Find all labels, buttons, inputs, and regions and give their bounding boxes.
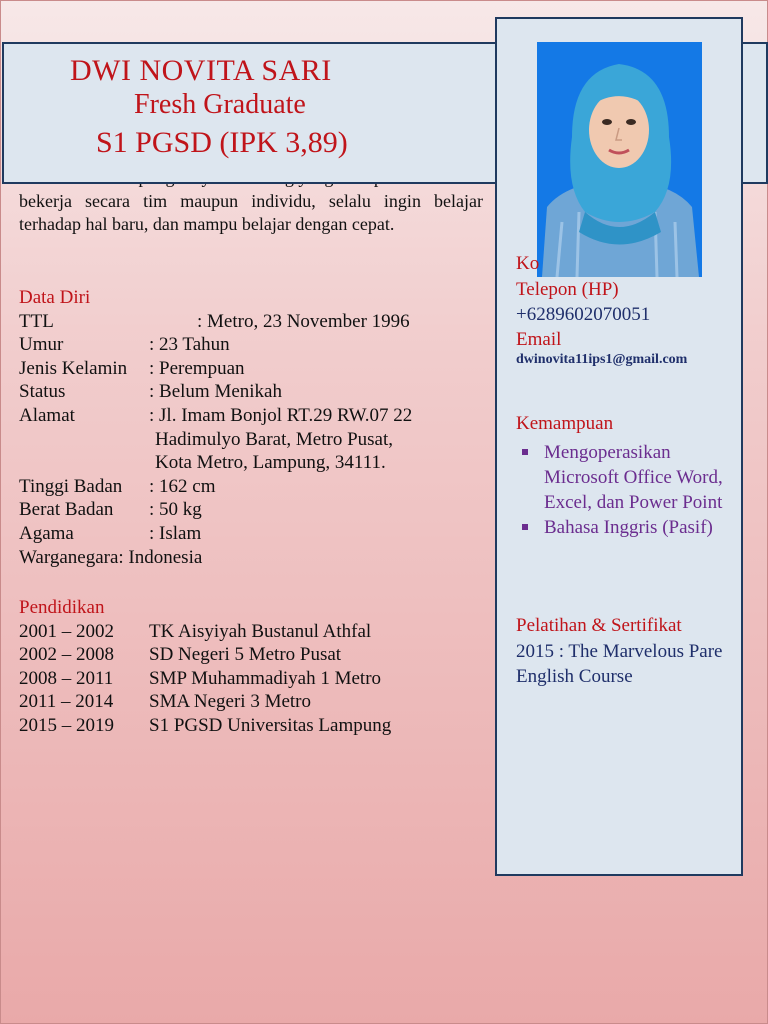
personal-row bbox=[19, 428, 412, 452]
education-years: 2011 – 2014 bbox=[19, 691, 114, 713]
education-row bbox=[19, 714, 391, 738]
personal-label: Alamat bbox=[19, 404, 75, 426]
education-row bbox=[19, 667, 391, 691]
sidebar bbox=[495, 17, 743, 876]
training-title: Pelatihan & Sertifikat bbox=[516, 615, 682, 636]
personal-row bbox=[19, 333, 412, 357]
personal-value: : Islam bbox=[149, 522, 202, 544]
personal-label bbox=[19, 428, 149, 452]
personal-value: Hadimulyo Barat, Metro Pusat, bbox=[155, 428, 393, 450]
skills-section bbox=[516, 411, 731, 540]
education-row bbox=[19, 643, 391, 667]
personal-row bbox=[19, 546, 412, 570]
personal-value: : 23 Tahun bbox=[149, 334, 230, 356]
personal-label: Agama bbox=[19, 522, 74, 544]
personal-row bbox=[19, 498, 412, 522]
personal-row bbox=[19, 310, 412, 334]
skills-list bbox=[516, 440, 731, 540]
education-section bbox=[19, 596, 391, 738]
education-school: TK Aisyiyah Bustanul Athfal bbox=[149, 620, 372, 642]
personal-value: : Jl. Imam Bonjol RT.29 RW.07 22 bbox=[149, 404, 413, 426]
profile-photo bbox=[537, 42, 702, 277]
personal-row bbox=[19, 357, 412, 381]
phone-value: +6289602070051 bbox=[516, 304, 651, 325]
personal-title: Data Diri bbox=[19, 287, 91, 308]
profile-photo-illustration bbox=[537, 42, 702, 277]
personal-value: : Perempuan bbox=[149, 357, 245, 379]
personal-value: Kota Metro, Lampung, 34111. bbox=[155, 452, 386, 474]
education-years: 2001 – 2002 bbox=[19, 620, 114, 642]
personal-value: : 50 kg bbox=[149, 499, 202, 521]
education-row bbox=[19, 690, 391, 714]
personal-label: Tinggi Badan bbox=[19, 475, 123, 497]
personal-value: : Indonesia bbox=[118, 546, 203, 568]
skill-item: Mengoperasikan Microsoft Office Word, Excel, dan Power Point bbox=[516, 440, 731, 515]
personal-label: TTL bbox=[19, 310, 54, 332]
intro-text: bekerja secara tim maupun individu, selalu ingin belajar terhadap hal baru, dan mampu belajar dengan cepat. bbox=[19, 190, 483, 235]
role-subtitle: Fresh Graduate bbox=[134, 89, 306, 120]
personal-row bbox=[19, 404, 412, 428]
education-school: SD Negeri 5 Metro Pusat bbox=[149, 644, 342, 666]
email-label: Email bbox=[516, 329, 562, 350]
education-years: 2002 – 2008 bbox=[19, 644, 114, 666]
personal-label: Jenis Kelamin bbox=[19, 357, 128, 379]
education-years: 2015 – 2019 bbox=[19, 714, 114, 736]
education-school: SMA Negeri 3 Metro bbox=[149, 691, 312, 713]
personal-label: Warganegara bbox=[19, 546, 119, 568]
email-value: dwinovita11ips1@gmail.com bbox=[516, 352, 688, 367]
header bbox=[2, 42, 498, 184]
education-title: Pendidikan bbox=[19, 597, 105, 618]
personal-row bbox=[19, 475, 412, 499]
personal-value: : Belum Menikah bbox=[149, 381, 282, 403]
skills-title: Kemampuan bbox=[516, 413, 614, 434]
personal-label: Umur bbox=[19, 334, 64, 356]
personal-value: : Metro, 23 November 1996 bbox=[197, 310, 410, 332]
degree-subtitle: S1 PGSD (IPK 3,89) bbox=[96, 126, 348, 159]
education-school: SMP Muhammadiyah 1 Metro bbox=[149, 667, 382, 689]
phone-label: Telepon (HP) bbox=[516, 279, 619, 300]
education-school: S1 PGSD Universitas Lampung bbox=[149, 714, 392, 736]
personal-row bbox=[19, 522, 412, 546]
personal-label bbox=[19, 451, 149, 475]
personal-label: Berat Badan bbox=[19, 499, 114, 521]
training-text: 2015 : The Marvelous Pare English Course bbox=[516, 641, 723, 687]
personal-section bbox=[19, 286, 412, 569]
education-years: 2008 – 2011 bbox=[19, 667, 114, 689]
personal-row bbox=[19, 380, 412, 404]
personal-row bbox=[19, 451, 412, 475]
personal-label: Status bbox=[19, 381, 66, 403]
contact-title-partial: Ko bbox=[516, 253, 540, 274]
skill-item: Bahasa Inggris (Pasif) bbox=[516, 515, 731, 540]
personal-value: : 162 cm bbox=[149, 475, 216, 497]
name-title: DWI NOVITA SARI bbox=[70, 54, 332, 87]
education-row bbox=[19, 620, 391, 644]
